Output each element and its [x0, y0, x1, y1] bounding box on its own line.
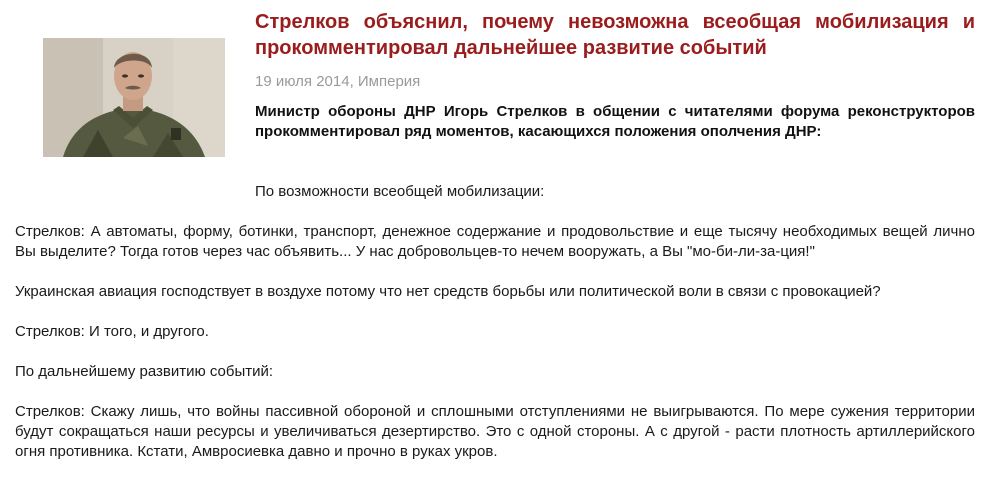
paragraph-answer-mobilization: Стрелков: А автоматы, форму, ботинки, транспорт, денежное содержание и продовольствие и еще тысячу необходимых вещей лично Вы выделите? Тогда готов через час объявить... У нас добровольцев-то нечем вооружать, а Вы "мо-би-ли-за-ция!": [15, 223, 975, 260]
article-lead: Министр обороны ДНР Игорь Стрелков в общении с читателями форума реконструкторов прокомментировал ряд моментов, касающихся положения ополчения ДНР:: [255, 103, 975, 140]
article-title[interactable]: Стрелков объяснил, почему невозможна всеобщая мобилизация и прокомментировал дальнейшее развитие событий: [255, 11, 975, 59]
paragraph-section-developments: По дальнейшему развитию событий:: [15, 363, 274, 380]
article-body: [15, 222, 975, 482]
portrait-image: [43, 38, 225, 157]
paragraph-answer-aviation: Стрелков: И того, и другого.: [15, 323, 209, 340]
paragraph-question-aviation: Украинская авиация господствует в воздухе потому что нет средств борьбы или политической воли в связи с провокацией?: [15, 283, 881, 300]
article-photo: [43, 38, 225, 157]
article-date-source: 19 июля 2014, Империя: [255, 73, 421, 90]
paragraph-answer-developments: Стрелков: Скажу лишь, что войны пассивной обороной и сплошными отступлениями не выигрываются. По мере сужения территории будут сокращаться наши ресурсы и увеличиваться дезертирство. Это с одной стороны. А с другой - расти плотность артиллерийского огня противника. Кстати, Амвросиевка давно и прочно в руках укров.: [15, 403, 975, 460]
section-heading-mobilization: По возможности всеобщей мобилизации:: [255, 183, 545, 200]
